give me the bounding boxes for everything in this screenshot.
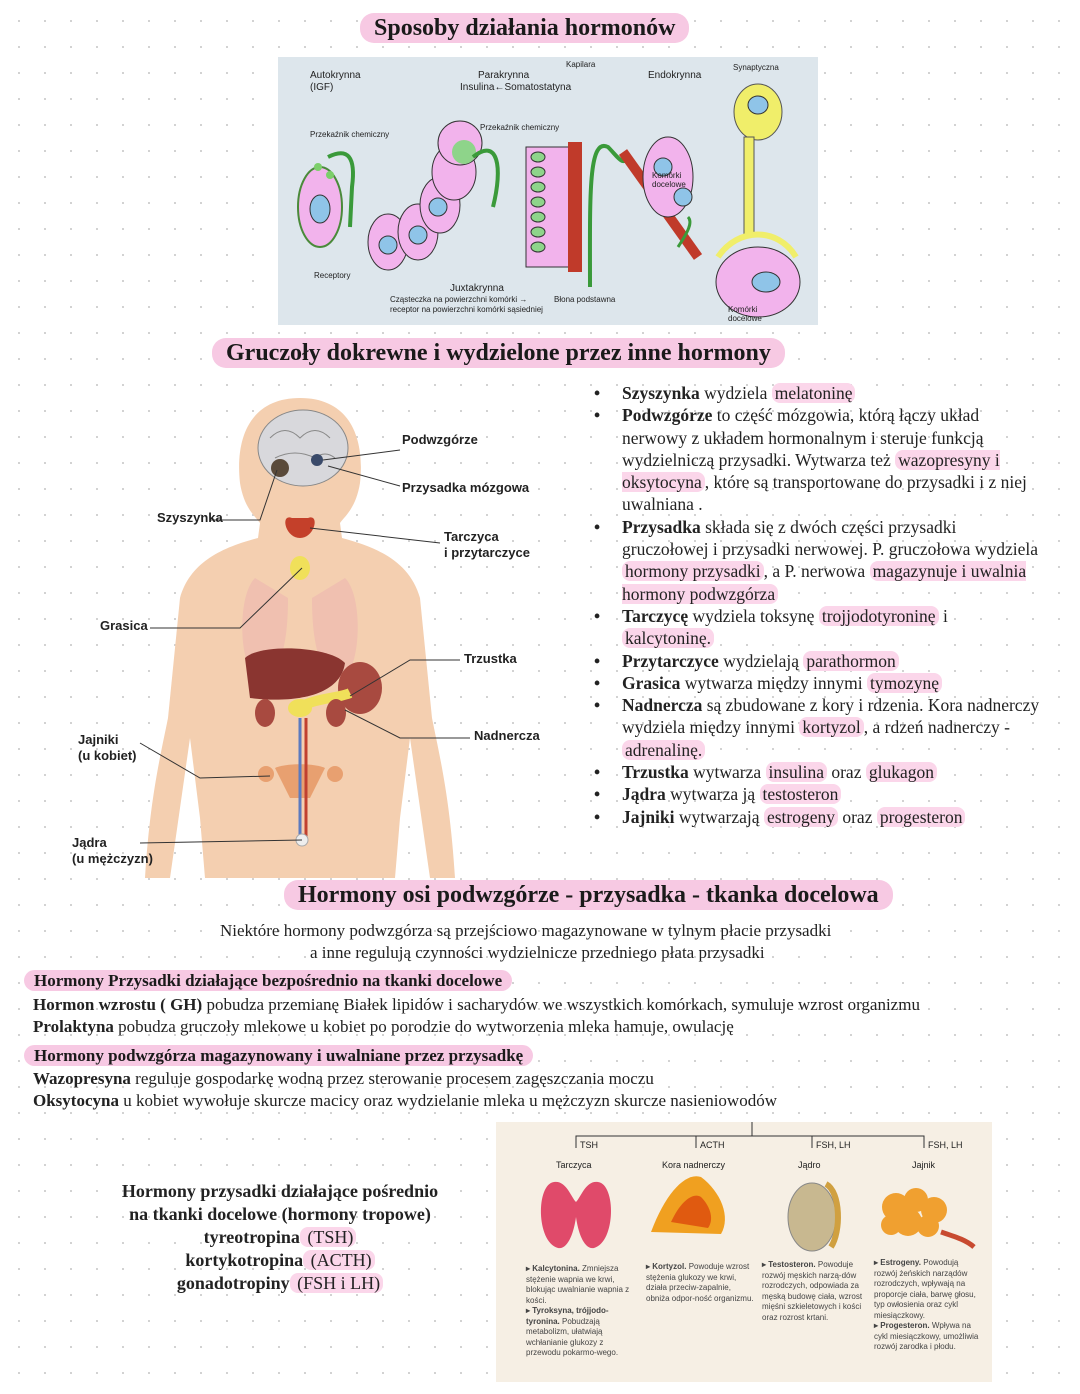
label-hypothalamus: Podwzgórze — [402, 432, 478, 447]
label-adrenal: Nadnercza — [474, 728, 540, 743]
list-item: • Jądra wytwarza ją testosteron — [594, 783, 1044, 805]
endocrine-glands-figure — [60, 398, 540, 878]
label-target-cells: Komórki docelowe — [728, 305, 762, 323]
label-thyroid-2: i przytarczyce — [444, 545, 530, 560]
label-thyroid-organ: Tarczyca — [556, 1160, 592, 1170]
desc-ovary: ▸ Estrogeny. Powodują rozwój żeńskich narządów rozrodczych, wpływają na proporcje ciała, barwę głosu, typ owłosienia oraz cykl miesiączkowy. ▸ Progesteron. Wpływa na cykl miesiączkowy, umożliwia rozwój zarodka i płodu. — [874, 1258, 979, 1351]
list-item: • Jajniki wytwarzają estrogeny oraz progesteron — [594, 806, 1044, 828]
label-endocrine: Endokrynna — [648, 70, 702, 81]
label-thymus: Grasica — [100, 618, 148, 633]
label-adrenal-cortex: Kora nadnerczy — [662, 1160, 726, 1170]
label-ovary: Jajnik — [912, 1160, 936, 1170]
label-autocrine: Autokrynna — [310, 70, 361, 81]
label-basement-membrane: Błona podstawna — [554, 295, 616, 304]
label-pituitary: Przysadka mózgowa — [402, 480, 530, 495]
label-chemical-messenger-1: Przekaźnik chemiczny — [310, 130, 390, 139]
list-item: • Przytarczyce wydzielają parathormon — [594, 650, 1044, 672]
label-pineal: Szyszynka — [157, 510, 223, 525]
subheading-direct: Hormony Przysadki działające bezpośrednio na tkanki docelowe — [24, 970, 512, 992]
label-acth: ACTH — [700, 1140, 725, 1150]
label-ovaries: Jajniki — [78, 732, 119, 747]
tropic-hormones-block: Hormony przysadki działające pośrednio na tkanki docelowe (hormony tropowe) tyreotropina (TSH) kortykotropina (ACTH) gonadotropiny (FSH i LH) — [121, 1181, 439, 1293]
section-title-axis: Hormony osi podwzgórze - przysadka - tkanka docelowa — [284, 882, 893, 909]
desc-thyroid: ▸ Kalcytonina. Zmniejsza stężenie wapnia we krwi, blokując uwalnianie wapnia z kości. ▸ Tyroksyna, trójjodo-tyronina. Pobudzają metabolizm, ułatwiają wchłanianie glukozy z przewodu pokarmo-wego. — [526, 1264, 630, 1357]
list-item: • Podwzgórze to część mózgowia, którą łączy układ nerwowy z układem hormonalnym i steruje funkcją wydzielniczą przysadki. Wytwarza też wazopresyny i oksytocyna , które są transportowane do przysadki i z niej uwalniana . — [594, 404, 1044, 515]
list-item: • Przysadka składa się z dwóch części przysadki gruczołowej i przysadki nerwowej. P. gruczołowa wydziela hormony przysadki , a P. nerwowa magazynuje i uwalnia hormony podwzgórza — [594, 516, 1044, 605]
human-body-illustration — [60, 398, 540, 878]
label-paracrine: Parakrynna — [478, 70, 530, 81]
gh-line: Hormon wzrostu ( GH) pobudza przemianę Białek lipidów i sacharydów we wszystkich komórkach, symuluje wzrost organizmu — [33, 995, 920, 1014]
label-fsh-lh-2: FSH, LH — [928, 1140, 963, 1150]
label-molecule-2: receptor na powierzchni komórki sąsiedniej — [390, 305, 543, 314]
list-item: • Grasica wytwarza między innymi tymozynę — [594, 672, 1044, 694]
section-title-hormone-action: Sposoby działania hormonów — [360, 15, 689, 42]
label-capillary: Kapilara — [566, 60, 596, 69]
label-autocrine-sub: (IGF) — [310, 82, 334, 93]
hormone-action-diagram — [278, 57, 818, 325]
label-pancreas: Trzustka — [464, 651, 517, 666]
label-juxtacrine: Juxtakrynna — [450, 283, 504, 294]
vasopressin-line: Wazopresyna reguluje gospodarkę wodną przez sterowanie procesem zagęszczania moczu — [33, 1069, 654, 1088]
label-tsh: TSH — [580, 1140, 598, 1150]
list-item: • Szyszynka wydziela melatoninę — [594, 382, 1044, 404]
label-receptors: Receptory — [314, 271, 351, 280]
list-item: • Tarczycę wydziela toksynę trojjodotyroninę i kalcytoninę. — [594, 605, 1044, 650]
label-chemical-messenger-2: Przekaźnik chemiczny — [480, 123, 560, 132]
section-title-glands: Gruczoły dokrewne i wydzielone przez inne hormony — [212, 340, 785, 367]
signaling-types-illustration — [278, 57, 818, 325]
label-testes-2: (u mężczyzn) — [72, 851, 153, 866]
subheading-stored: Hormony podwzgórza magazynowany i uwalniane przez przysadkę — [24, 1045, 533, 1067]
oxytocin-line: Oksytocyna u kobiet wywołuje skurcze macicy oraz wydzielanie mleka u mężczyzn skurcze nasieniowodów — [33, 1091, 777, 1110]
label-testis: Jądro — [798, 1160, 821, 1170]
list-item: • Trzustka wytwarza insulina oraz glukagon — [594, 761, 1044, 783]
list-item: • Nadnercza są zbudowane z kory i rdzenia. Kora nadnerczy wydziela między innymi kortyzol , a rdzeń nadnerczy - adrenalinę. — [594, 694, 1044, 761]
label-fsh-lh-1: FSH, LH — [816, 1140, 851, 1150]
intro-line-2: a inne regulują czynności wydzielnicze przedniego płata przysadki — [310, 943, 765, 962]
label-ovaries-2: (u kobiet) — [78, 748, 137, 763]
prolactin-line: Prolaktyna pobudza gruczoły mlekowe u kobiet po porodzie do wytworzenia mleka hamuje, owulację — [33, 1017, 734, 1036]
label-thyroid: Tarczyca — [444, 529, 499, 544]
label-target-cells-inner: Komórki docelowe — [652, 171, 686, 189]
label-paracrine-sub: Insulina←Somatostatyna — [460, 82, 572, 93]
label-synaptic: Synaptyczna — [733, 63, 779, 72]
tropic-hormones-figure — [496, 1122, 992, 1382]
gland-list — [594, 382, 1044, 828]
intro-line-1: Niektóre hormony podwzgórza są przejściowo magazynowane w tylnym płacie przysadki — [220, 921, 832, 940]
desc-adrenal: ▸ Kortyzol. Powoduje wzrost stężenia glukozy we krwi, działa przeciw-zapalnie, obniża odpor-ność organizmu. — [646, 1262, 754, 1303]
desc-testis: ▸ Testosteron. Powoduje rozwój męskich narzą-dów rozrodczych, odpowiada za męską budowę ciała, wzrost mięśni szkieletowych i kości oraz rozrost krtani. — [762, 1260, 863, 1322]
label-testes: Jądra — [72, 835, 107, 850]
label-molecule-1: Cząsteczka na powierzchni komórki → — [390, 295, 528, 304]
